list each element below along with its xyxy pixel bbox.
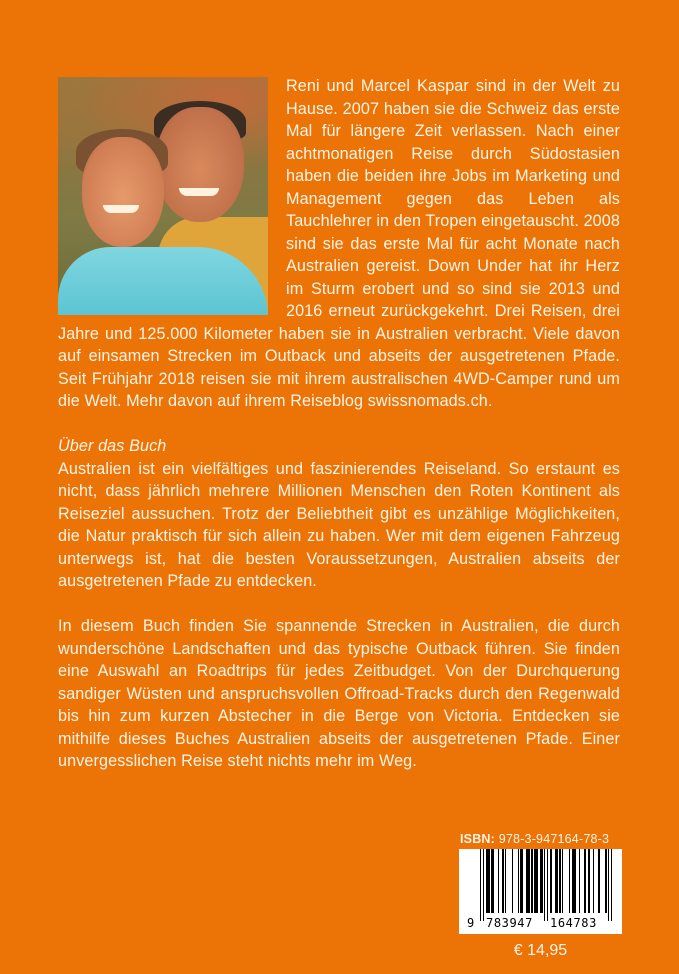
about-book-heading: Über das Buch <box>58 437 167 455</box>
isbn-label <box>460 832 622 846</box>
barcode-right-digits: 164783 <box>550 916 597 930</box>
about-book-paragraph-2: In diesem Buch finden Sie spannende Strecken in Australien, die durch wunderschöne Landschaften und das typische Outback führen. Sie finden eine Auswahl an Roadtrips für jedes Zeitbudget. Von der Durchquerung sandiger Wüsten und anspruchsvollen Offroad-Tracks durch den Regenwald bis hin zum kurzen Abstecher in die Berge von Victoria. Entdecken sie mithilfe dieses Buches Australien abseits der ausgetretenen Pfade. Einer unvergesslichen Reise steht nichts mehr im Weg. <box>58 617 620 770</box>
barcode-bars <box>480 849 613 918</box>
photo-man-face <box>156 107 244 222</box>
barcode-left-digits: 783947 <box>486 916 533 930</box>
author-bio: Reni und Marcel Kaspar sind in der Welt zu Hause. 2007 haben sie die Schweiz das erste Mal für längere Zeit verlassen. Nach einer achtmonatigen Reise durch Südostasien haben die beiden ihre Jobs im Marketing und Management gegen das Leben als Tauchlehrer in den Tropen eingetauscht. 2008 sind sie das erste Mal für acht Monate nach Australien gereist. Down Under hat ihr Herz im Sturm erobert und so sind sie 2013 und 2016 erneut zurückgekehrt. Drei Reisen, drei Jahre und 125.000 Kilometer haben sie in Australien verbracht. Viele davon auf einsamen Strecken im Outback und abseits der ausgetretenen Pfade. Seit Frühjahr 2018 reisen sie mit ihrem australischen 4WD-Camper rund um die Welt. Mehr davon auf ihrem Reiseblog swissnomads.ch. <box>58 77 620 410</box>
price: € 14,95 <box>513 942 568 959</box>
photo-man-smile <box>179 188 219 196</box>
isbn-number: 978-3-947164-78-3 <box>498 832 610 846</box>
photo-woman-face <box>82 137 164 247</box>
barcode <box>459 849 622 934</box>
barcode-first-digit: 9 <box>467 916 475 930</box>
author-photo <box>58 77 268 315</box>
isbn-prefix: ISBN: <box>460 832 496 846</box>
photo-woman-smile <box>103 205 139 213</box>
back-cover-text <box>58 75 620 773</box>
about-book-paragraph-1: Australien ist ein vielfältiges und faszinierendes Reiseland. So erstaunt es nicht, dass jährlich mehrere Millionen Menschen den Roten Kontinent als Reiseziel aussuchen. Trotz der Beliebtheit gibt es unzählige Möglichkeiten, die Natur praktisch für sich allein zu haben. Wer mit dem eigenen Fahrzeug unterwegs ist, hat die besten Voraussetzungen, Australien abseits der ausgetretenen Pfade zu entdecken. <box>58 459 620 590</box>
barcode-digits <box>459 916 622 930</box>
